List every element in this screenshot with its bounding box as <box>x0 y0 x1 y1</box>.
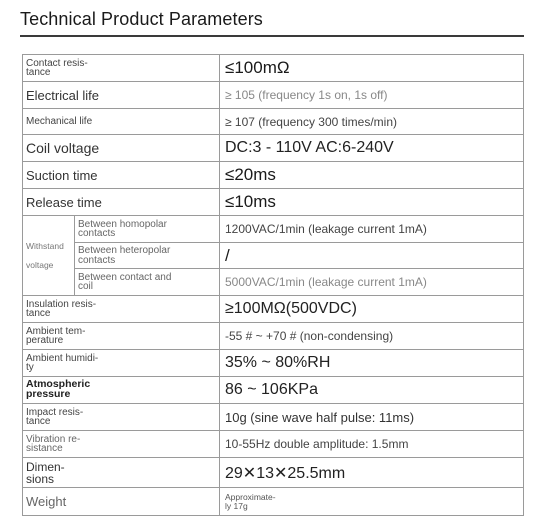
table-row <box>23 189 524 216</box>
row-label-ambient-humidity: Ambient humidi- ty <box>23 350 220 377</box>
title-divider <box>20 35 524 37</box>
row-label-contact-resistance: Contact resis- tance <box>23 55 220 82</box>
row-value-mechanical-life: ≥ 107 (frequency 300 times/min) <box>220 109 524 135</box>
parameters-table <box>22 54 524 516</box>
row-value-dimensions: 29✕13✕25.5mm <box>220 458 524 488</box>
row-value-ambient-temperature: -55 # ~ +70 # (non-condensing) <box>220 323 524 350</box>
sub-label-homopolar: Between homopolar contacts <box>75 216 220 243</box>
row-value-contact-resistance: ≤100mΩ <box>220 55 524 82</box>
table-row <box>23 404 524 431</box>
row-value-weight-cell <box>220 488 524 516</box>
row-label-vibration-resistance: Vibration re- sistance <box>23 431 220 458</box>
row-label-atmospheric-pressure: Atmospheric pressure <box>23 377 220 404</box>
row-value-electrical-life: ≥ 105 (frequency 1s on, 1s off) <box>220 82 524 109</box>
row-value-impact-resistance: 10g (sine wave half pulse: 11ms) <box>220 404 524 431</box>
row-label-dimensions: Dimen- sions <box>23 458 220 488</box>
row-value-heteropolar: / <box>220 243 524 269</box>
row-value-suction-time: ≤20ms <box>220 162 524 189</box>
table-row <box>23 350 524 377</box>
table-row <box>23 82 524 109</box>
table-row <box>23 431 524 458</box>
row-value-release-time: ≤10ms <box>220 189 524 216</box>
row-value-homopolar: 1200VAC/1min (leakage current 1mA) <box>220 216 524 243</box>
row-label-ambient-temperature: Ambient tem- perature <box>23 323 220 350</box>
table-row <box>23 377 524 404</box>
sub-label-contact-coil: Between contact and coil <box>75 269 220 296</box>
row-label-electrical-life: Electrical life <box>23 82 220 109</box>
row-value-insulation-resistance: ≥100MΩ(500VDC) <box>220 296 524 323</box>
page-title: Technical Product Parameters <box>20 9 263 29</box>
table-row <box>23 243 524 269</box>
table-row <box>23 458 524 488</box>
row-label-impact-resistance: Impact resis- tance <box>23 404 220 431</box>
table-row <box>23 162 524 189</box>
row-label-mechanical-life: Mechanical life <box>23 109 220 135</box>
row-value-coil-voltage: DC:3 - 110V AC:6-240V <box>220 135 524 162</box>
row-value-atmospheric-pressure: 86 ~ 106KPa <box>220 377 524 404</box>
row-value-weight: Approximate- ly 17g <box>225 491 276 511</box>
row-label-weight: Weight <box>23 488 220 516</box>
row-label-coil-voltage: Coil voltage <box>23 135 220 162</box>
row-value-contact-coil: 5000VAC/1min (leakage current 1mA) <box>220 269 524 296</box>
row-value-vibration-resistance: 10-55Hz double amplitude: 1.5mm <box>220 431 524 458</box>
table-row <box>23 109 524 135</box>
table-row <box>23 216 524 243</box>
row-label-insulation-resistance: Insulation resis- tance <box>23 296 220 323</box>
row-label-suction-time: Suction time <box>23 162 220 189</box>
table-row <box>23 488 524 516</box>
table-row <box>23 296 524 323</box>
table-row <box>23 55 524 82</box>
table-row <box>23 135 524 162</box>
table-row <box>23 323 524 350</box>
row-label-release-time: Release time <box>23 189 220 216</box>
sub-label-heteropolar: Between heteropolar contacts <box>75 243 220 269</box>
table-row <box>23 269 524 296</box>
withstand-voltage-group-label: Withstand voltage <box>23 216 75 296</box>
row-value-ambient-humidity: 35% ~ 80%RH <box>220 350 524 377</box>
